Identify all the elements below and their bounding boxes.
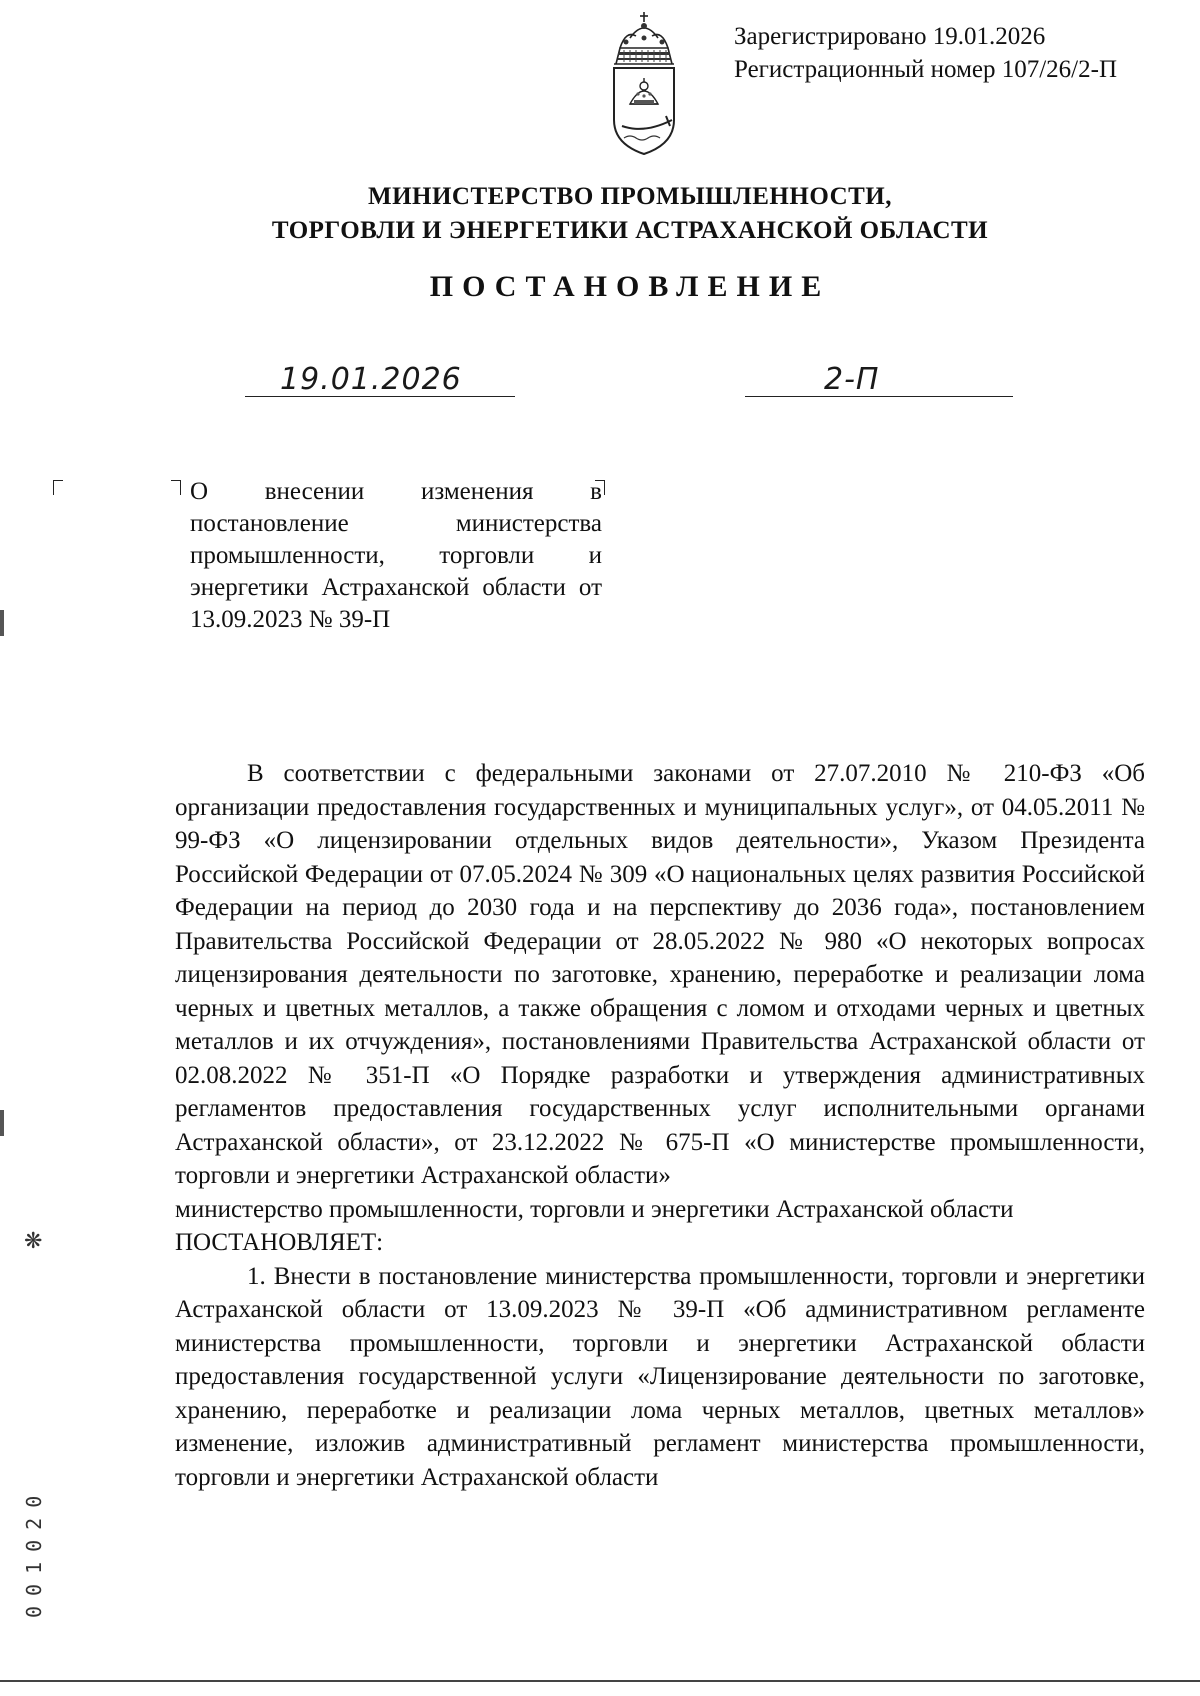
margin-tick <box>0 1110 4 1136</box>
resolves-line: ПОСТАНОВЛЯЕТ: <box>175 1229 384 1256</box>
asterisk-mark-icon: ❋ <box>24 1228 43 1253</box>
ministry-name-line1: МИНИСТЕРСТВО ПРОМЫШЛЕННОСТИ, <box>368 183 892 210</box>
preamble-paragraph: В соответствии с федеральными законами от 27.07.2010 № 210-ФЗ «Об организации предоставления государственных и муниципальных услуг», от 04.05.2011 № 99-ФЗ «О лицензировании отдельных видов деятельности», Указом Президента Российской Федерации от 07.05.2024 № 309 «О национальных целях развития Российской Федерации на период до 2030 года и на перспективу до 2036 года», постановлением Правительства Российской Федерации от 28.05.2022 № 980 «О некоторых вопросах лицензирования деятельности по заготовке, хранению, переработке и реализации лома черных и цветных металлов, а также обращения с ломом и отходами черных и цветных металлов и их отчуждения», постановлениями Правительства Астраханской области от 02.08.2022 № 351-П «О Порядке разработки и утверждения административных регламентов предоставления государственных услуг исполнительными органами Астраханской области», от 23.12.2022 № 675-П «О министерстве промышленности, торговли и энергетики Астраханской области» <box>175 760 1145 1189</box>
document-type-title: ПОСТАНОВЛЕНИЕ <box>429 270 831 303</box>
decree-body <box>175 757 1145 1494</box>
subject-bracket-left <box>171 480 181 495</box>
item-1-paragraph: 1. Внести в постановление министерства промышленности, торговли и энергетики Астраханской области от 13.09.2023 № 39-П «Об административном регламенте министерства промышленности, торговли и энергетики Астраханской области предоставления государственной услуги «Лицензирование деятельности по заготовке, хранению, переработке и реализации лома черных металлов, цветных металлов» изменение, изложив административный регламент министерства промышленности, торговли и энергетики Астраханской области <box>175 1262 1145 1491</box>
decree-date: 19.01.2026 <box>280 362 462 397</box>
coat-of-arms-emblem <box>596 8 692 160</box>
margin-corner-mark <box>53 480 63 495</box>
side-code-text: 001020 <box>22 1485 46 1618</box>
registration-number-line: Регистрационный номер 107/26/2-П <box>734 56 1118 83</box>
decree-number: 2-П <box>824 362 880 397</box>
page-bottom-edge <box>0 1680 1200 1682</box>
margin-tick <box>0 610 4 636</box>
ministry-name-line2: ТОРГОВЛИ И ЭНЕРГЕТИКИ АСТРАХАНСКОЙ ОБЛАСТИ <box>271 217 989 244</box>
registration-date-line: Зарегистрировано 19.01.2026 <box>734 23 1046 50</box>
side-code-vertical <box>18 1398 58 1618</box>
decree-subject: О внесении изменения в постановление министерства промышленности, торговли и энергетики Астраханской области от 13.09.2023 № 39-П <box>190 478 602 633</box>
ministry-clause: министерство промышленности, торговли и энергетики Астраханской области <box>175 1195 1014 1223</box>
registration-stamp <box>734 20 1174 86</box>
